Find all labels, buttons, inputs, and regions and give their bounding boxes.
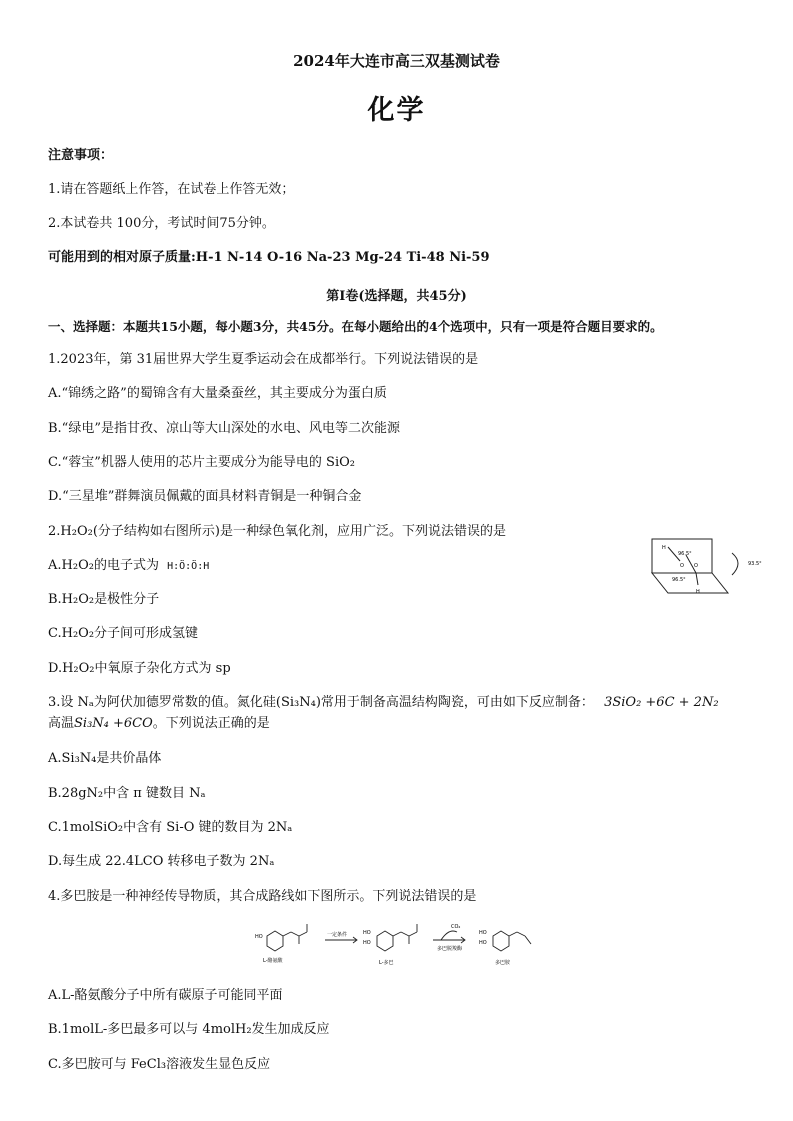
reagent-2-top: CO₂ [451, 924, 461, 930]
q3-option-c: C.1molSiO₂中含有 Si-O 键的数目为 2Nₐ [48, 820, 293, 835]
oh-label-3a: HO [479, 930, 487, 936]
angle-label-3: 93.5° [748, 561, 762, 567]
q3-equation-right: Si₃N₄ +6CO [74, 716, 153, 731]
q1-option-c: C.“蓉宝”机器人使用的芯片主要成分为能导电的 SiO₂ [48, 455, 355, 470]
part-heading: 第Ⅰ卷(选择题，共45分) [326, 289, 467, 304]
q4-option-c: C.多巴胺可与 FeCl₃溶液发生显色反应 [48, 1057, 271, 1072]
q3-stem-end: 。下列说法正确的是 [152, 716, 270, 731]
oh-label-2b: HO [363, 940, 371, 946]
oh-label-2a: HO [363, 930, 371, 936]
angle-label-1: 96.5° [678, 551, 692, 557]
q3-stem: 3.设 Nₐ为阿伏加德罗常数的值。氮化硅(Si₃N₄)常用于制备高温结构陶瓷，可由如下反应制备： [48, 695, 594, 710]
benzene-ring-2 [377, 931, 393, 951]
q4-option-b: B.1molL-多巴最多可以与 4molH₂发生加成反应 [48, 1022, 330, 1037]
notice-heading: 注意事项： [48, 148, 114, 163]
compound-2-name: L-多巴 [379, 960, 394, 966]
atomic-masses: 可能用到的相对原子质量:H-1 N-14 O-16 Na-23 Mg-24 Ti-48 Ni-59 [48, 250, 490, 265]
electron-formula: H:Ö:Ö:H [167, 561, 210, 572]
q2-option-a [48, 557, 209, 576]
compound-3-name: 多巴胺 [495, 960, 511, 966]
synthesis-scheme [255, 918, 545, 970]
q1-stem: 1.2023年，第 31届世界大学生夏季运动会在成都举行。下列说法错误的是 [48, 352, 479, 367]
q2-option-b: B.H₂O₂是极性分子 [48, 592, 160, 607]
notice-item-2: 2.本试卷共 100分，考试时间75分钟。 [48, 216, 275, 231]
o-atom-1: O [680, 563, 684, 569]
section-instructions: 一、选择题：本题共15小题，每小题3分，共45分。在每小题给出的4个选项中，只有一项是符合题目要求的。 [48, 319, 663, 334]
oh-label-1: HO [255, 934, 263, 940]
q4-stem: 4.多巴胺是一种神经传导物质，其合成路线如下图所示。下列说法错误的是 [48, 889, 477, 904]
h-atom-top: H [662, 545, 666, 551]
q3-stem-line-1 [48, 694, 719, 712]
q1-option-b: B.“绿电”是指甘孜、凉山等大山深处的水电、风电等二次能源 [48, 421, 400, 436]
q2-option-a-text: A.H₂O₂的电子式为 [48, 558, 159, 573]
reagent-1: 一定条件 [327, 932, 348, 938]
q2-option-c: C.H₂O₂分子间可形成氢键 [48, 626, 199, 641]
plane-2 [652, 573, 728, 593]
q2-stem: 2.H₂O₂(分子结构如右图所示)是一种绿色氧化剂，应用广泛。下列说法错误的是 [48, 524, 506, 539]
q4-option-a: A.L-酪氨酸分子中所有碳原子可能同平面 [48, 988, 283, 1003]
q1-option-a: A.“锦绣之路”的蜀锦含有大量桑蚕丝，其主要成分为蛋白质 [48, 386, 387, 401]
q3-option-b: B.28gN₂中含 π 键数目 Nₐ [48, 786, 206, 801]
q3-option-d: D.每生成 22.4LCO 转移电子数为 2Nₐ [48, 854, 275, 869]
q3-option-a: A.Si₃N₄是共价晶体 [48, 751, 162, 766]
compound-1-name: L-酪氨酸 [263, 958, 283, 964]
subject-title: 化学 [367, 95, 426, 126]
oh-label-3b: HO [479, 940, 487, 946]
o-atom-2: O [694, 563, 698, 569]
benzene-ring-1 [267, 931, 283, 951]
angle-label-2: 96.5° [672, 577, 686, 583]
h2o2-structure-figure [640, 535, 770, 597]
notice-item-1: 1.请在答题纸上作答，在试卷上作答无效； [48, 182, 295, 197]
benzene-ring-3 [493, 931, 509, 951]
q3-stem-line-2 [48, 715, 270, 733]
reaction-condition: 高温 [48, 716, 75, 731]
q2-option-d: D.H₂O₂中氧原子杂化方式为 sp [48, 661, 231, 676]
q3-equation-left: 3SiO₂ +6C + 2N₂ [604, 695, 719, 710]
h-atom-bottom: H [696, 589, 700, 595]
q1-option-d: D.“三星堆”群舞演员佩戴的面具材料青铜是一种铜合金 [48, 489, 362, 504]
reagent-2-bottom: 多巴脱羧酶 [437, 946, 463, 952]
exam-title: 2024年大连市高三双基测试卷 [293, 52, 500, 70]
